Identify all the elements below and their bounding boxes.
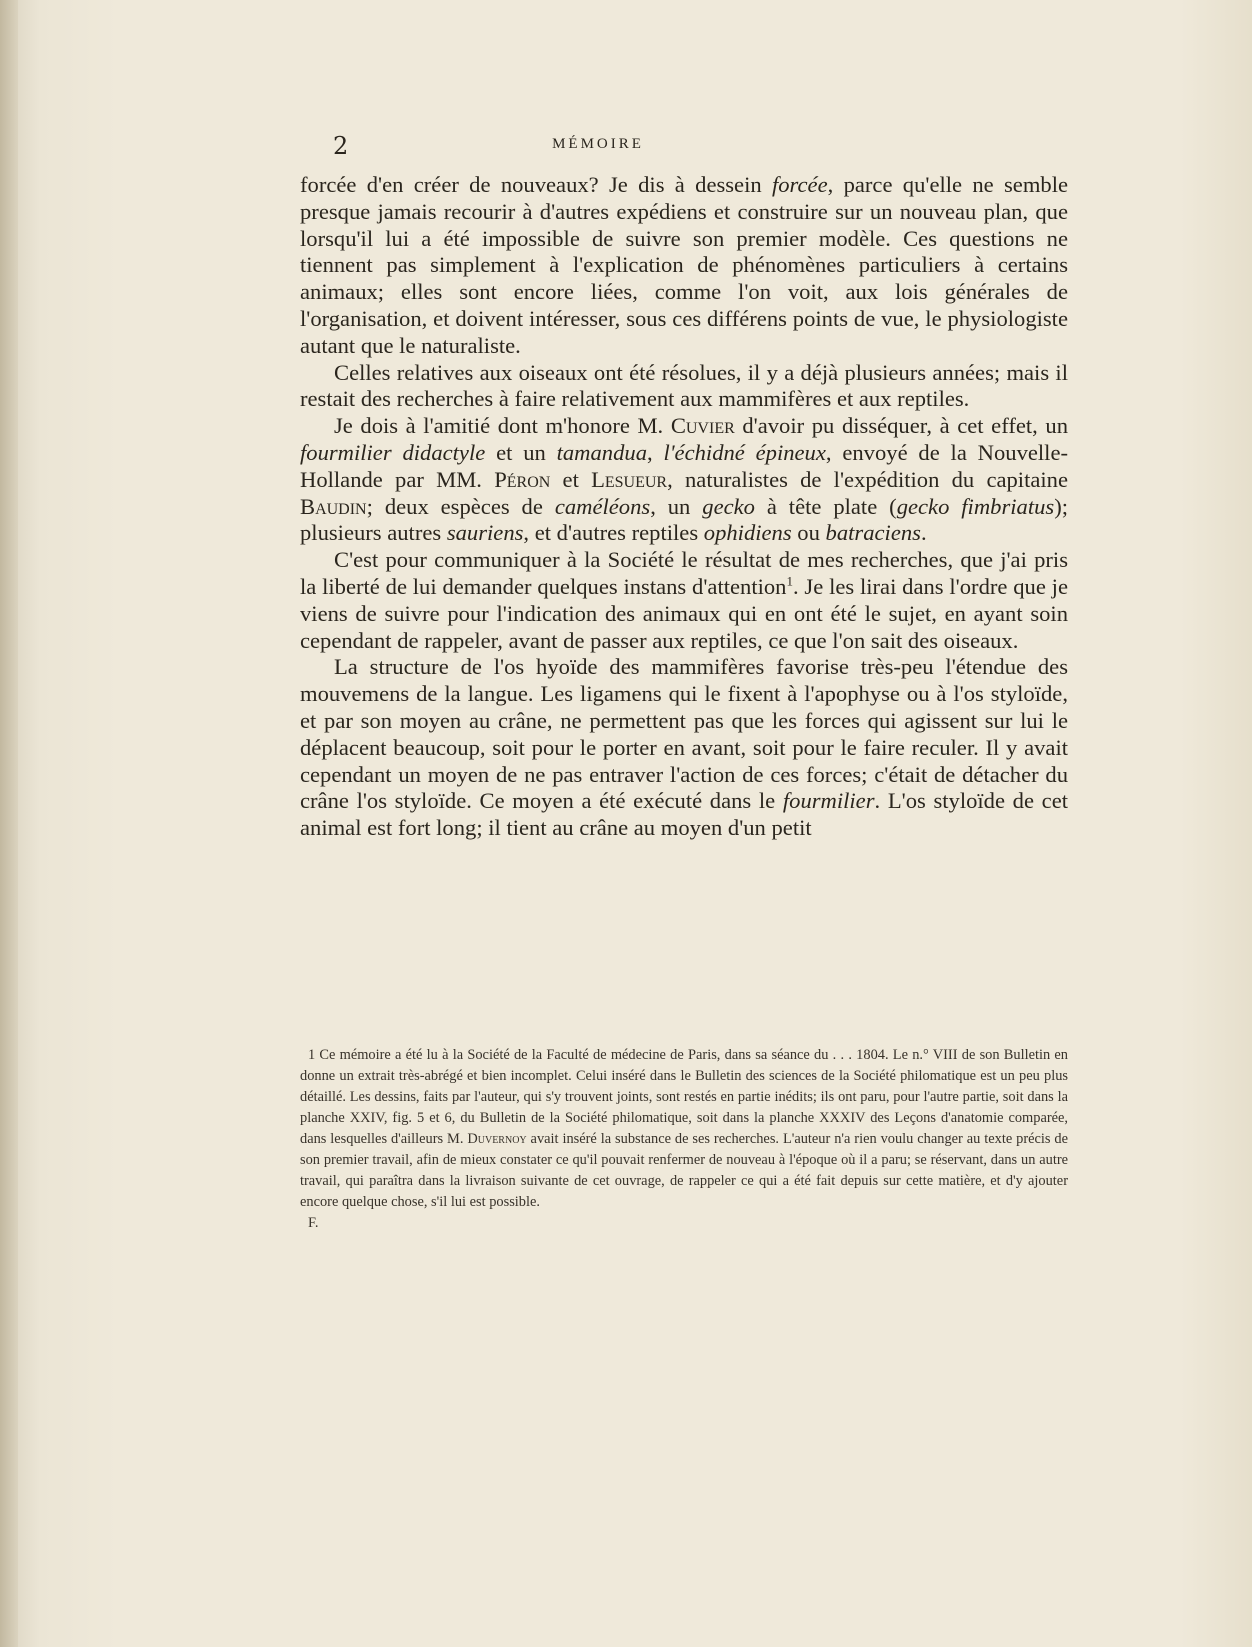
page-header: [333, 132, 863, 162]
name-lesueur: Lesueur: [591, 466, 668, 492]
page-binding-edge: [0, 0, 18, 1647]
group-batraciens: batraciens: [825, 520, 921, 546]
species-cameleons: caméléons: [554, 493, 651, 519]
running-title: MÉMOIRE: [552, 136, 644, 152]
species-echidne: l'échidné épineux: [663, 439, 826, 465]
species-tamandua: tamandua: [556, 439, 647, 465]
name-duvernoy: Duvernoy: [467, 1131, 527, 1147]
group-sauriens: sauriens: [446, 520, 524, 546]
group-ophidiens: ophidiens: [703, 520, 792, 546]
footnote-signature: F.: [308, 1215, 319, 1231]
species-gecko: gecko: [702, 493, 755, 519]
body-text: [300, 172, 1068, 842]
emphasis-forcee: forcée: [771, 172, 828, 197]
footnote-1: 1 Ce mémoire a été lu à la Société de la Faculté de médecine de Paris, dans sa séance du . . . 1804. Le n.° VIII de son Bulletin en donne un extrait très-abrégé et bien incomplet. Celui inséré dans le Bulletin des sciences de la Société philomatique est un peu plus détaillé. Les dessins, faits par l'auteur, qui s'y trouvent joints, sont restés en partie inédits; ils ont paru, pour l'autre partie, soit dans la planche XXIV, fig. 5 et 6, du Bulletin de la Société philomatique, soit dans la planche XXXIV des Leçons d'anatomie comparée, dans lesquelles d'ailleurs M. Duvernoy avait inséré la substance de ses recherches. L'auteur n'a rien voulu changer au texte précis de son premier travail, afin de mieux constater ce qu'il pouvait renfermer de nouveau à l'époque où il a paru; se réservant, dans un autre travail, qui paraîtra dans la livraison suivante de cet ouvrage, de rappeler ce qui a été fait depuis sur cette matière, et d'y ajouter encore quelque chose, s'il lui est possible.: [300, 1047, 1069, 1210]
paragraph-1: forcée d'en créer de nouveaux? Je dis à dessein forcée, parce qu'elle ne semble presque jamais recourir à d'autres expédiens et construire sur un nouveau plan, que lorsqu'il lui a été impossible de suivre son premier modèle. Ces questions ne tiennent pas simplement à l'explication de phénomènes particuliers à certains animaux; elles sont encore liées, comme l'on voit, aux lois générales de l'organisation, et doivent intéresser, sous ces différens points de vue, le physiologiste autant que le naturaliste.: [300, 172, 1069, 358]
species-fourmilier: fourmilier didactyle: [300, 439, 486, 465]
species-gecko-fimbriatus: gecko fimbriatus: [896, 493, 1055, 519]
footnote-ref: 1: [786, 573, 793, 589]
footnotes: [300, 1045, 1068, 1234]
name-cuvier: Cuvier: [670, 413, 735, 439]
name-peron: Péron: [494, 466, 551, 492]
page-number: 2: [333, 132, 349, 160]
paragraph-2: Celles relatives aux oiseaux ont été résolues, il y a déjà plusieurs années; mais il restait des recherches à faire relativement aux mammifères et aux reptiles.: [300, 359, 1068, 412]
paragraph-4: C'est pour communiquer à la Société le résultat de mes recherches, que j'ai pris la liberté de lui demander quelques instans d'attention$^1$. Je les lirai dans l'ordre que je viens de suivre pour l'indication des animaux qui en ont été le sujet, en ayant soin cependant de rappeler, avant de passer aux reptiles, ce que l'on sait des oiseaux.: [300, 547, 1068, 653]
emphasis-fourmilier: fourmilier: [782, 788, 875, 814]
name-baudin: Baudin: [300, 493, 367, 519]
paragraph-5: La structure de l'os hyoïde des mammifères favorise très-peu l'étendue des mouvemens de la langue. Les ligamens qui le fixent à l'apophyse ou à l'os styloïde, et par son moyen au crâne, ne permettent pas que les forces qui agissent sur lui le déplacent beaucoup, soit pour le porter en avant, soit pour le faire reculer. Il y avait cependant un moyen de ne pas entraver l'action de ces forces; c'était de détacher du crâne l'os styloïde. Ce moyen a été exécuté dans le fourmilier. L'os styloïde de cet animal est fort long; il tient au crâne au moyen d'un petit: [300, 654, 1068, 841]
paragraph-3: Je dois à l'amitié dont m'honore M. Cuvier d'avoir pu disséquer, à cet effet, un fourmilier didactyle et un tamandua, l'échidné épineux, envoyé de la Nouvelle-Hollande par MM. Péron et Lesueur, naturalistes de l'expédition du capitaine Baudin; deux espèces de caméléons, un gecko à tête plate (gecko fimbriatus); plusieurs autres sauriens, et d'autres reptiles ophidiens ou batraciens.: [300, 413, 1069, 546]
